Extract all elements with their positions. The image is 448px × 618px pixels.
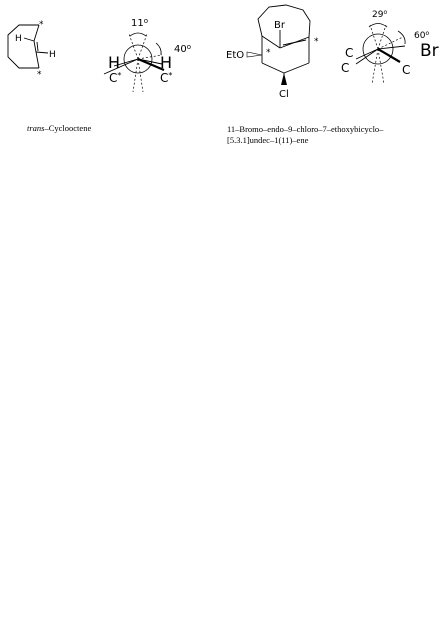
left-c-label: C*: [109, 71, 122, 85]
h-inner-label: H: [15, 34, 22, 44]
caption-cyclooctene: –Cyclooctene: [44, 123, 92, 133]
right-c-label: C*: [160, 71, 173, 85]
trans-cyclooctene-structure: [0, 0, 60, 90]
cyclooctene-ring-bonds: [8, 25, 48, 68]
left-h-label: H: [108, 53, 121, 72]
caption-italic-trans: trans: [27, 123, 45, 133]
eto-label: EtO: [226, 50, 245, 61]
h-right-label: H: [49, 50, 56, 60]
bicyclic-ring-bonds: [258, 5, 310, 84]
cyclooctene-newman-projection: [70, 0, 200, 100]
angle-60-value: 60$^o$: [414, 30, 430, 41]
oet-hashed-bond: [247, 52, 262, 57]
left-c-upper-label: C: [345, 46, 354, 60]
br-newman-label: Br: [420, 41, 439, 61]
left-c-lower-label: C: [341, 61, 350, 75]
left-caption: [27, 123, 91, 134]
angle-arcs: [130, 33, 161, 55]
right-c-label: C: [402, 63, 411, 77]
star-center-label: *: [266, 48, 271, 58]
star-right-label: *: [314, 37, 319, 47]
right-h-label: H: [160, 53, 173, 72]
angle-29-value: 29$^o$: [372, 9, 388, 20]
angle-11-value: 11$^o$: [131, 17, 149, 29]
bicycloundecene-newman-projection: [340, 0, 448, 100]
right-caption-line2: [5.3.1]undec–1(11)–ene: [227, 135, 309, 145]
br-label: Br: [274, 20, 285, 31]
right-caption-line1: 11–Bromo–endo–9–chloro–7–ethoxybicyclo–: [227, 124, 384, 134]
cl-label: Cl: [279, 89, 289, 100]
star-top-label: *: [39, 20, 44, 30]
right-caption: [227, 124, 383, 146]
angle-40-value: 40$^o$: [174, 43, 192, 55]
cl-wedge-bond: [281, 73, 287, 85]
bicycloundecene-structure: [220, 0, 330, 120]
star-bottom-label: *: [37, 70, 42, 80]
angle-arcs: [369, 24, 405, 45]
